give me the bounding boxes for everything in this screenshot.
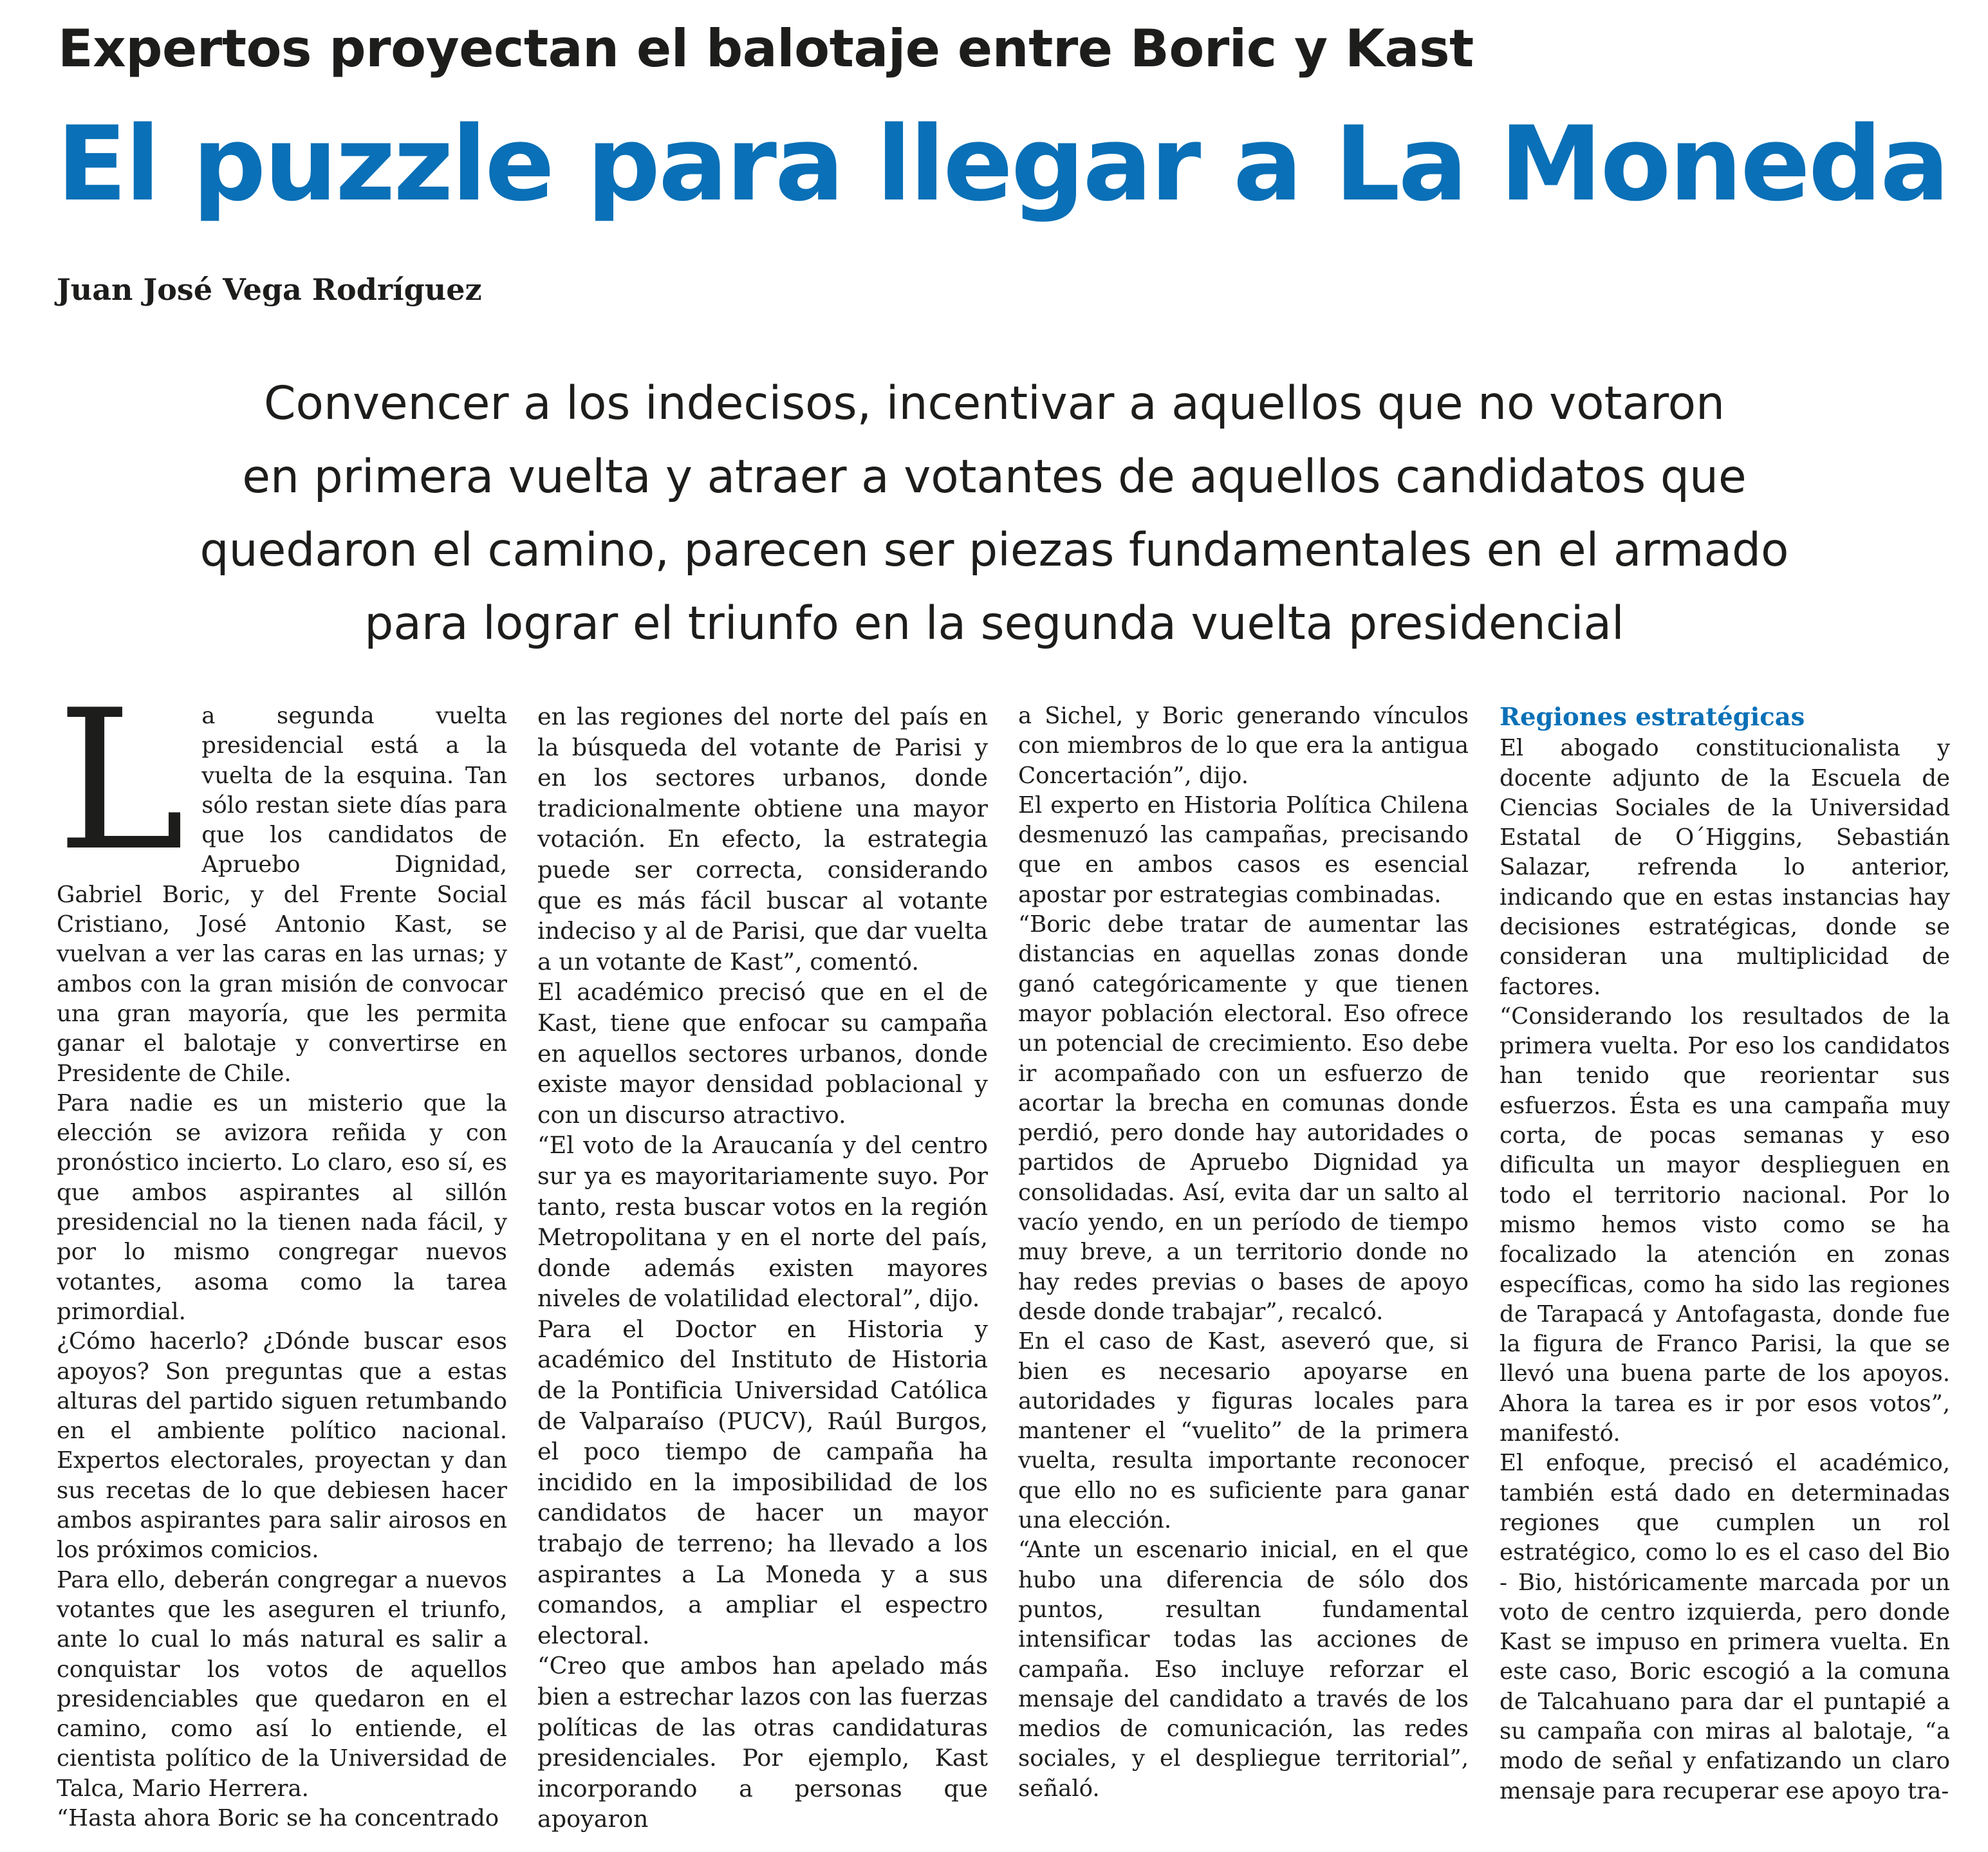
body-paragraph: El enfoque, precisó el académico, también está dado en determinadas regiones que cumplen un rol estratégico, como lo es el caso del Bio - Bio, históricamente marcada por un voto de centro izquierda, pero donde Kast se impuso en primera vuelta. En este caso, Boric escogió a la comuna de Talcahuano para dar el puntapié a su campaña con miras al balotaje, “a modo de señal y enfatizando un claro mensaje para recuperar ese apoyo tra- [1500,1450,1950,1804]
body-paragraph: El experto en Historia Política Chilena desmenuzó las campañas, precisando que en ambos casos es esencial apostar por estrategias combinadas. [1018,792,1469,908]
body-paragraph: En el caso de Kast, aseveró que, si bien es necesario apoyarse en autoridades y figuras locales para mantener el “vuelito” de la primera vuelta, resulta importante reconocer que ello no es suficiente para ganar una elección. [1018,1328,1469,1534]
body-paragraph: “El voto de la Araucanía y del centro sur ya es mayoritariamente suyo. Por tanto, resta buscar votos en la región Metropolitana y en el norte del país, donde además existen mayores niveles de volatilidad electoral”, dijo. [537,1131,988,1313]
lead-line: Convencer a los indecisos, incentivar a aquellos que no votaron [263,376,1725,430]
lead-line: en primera vuelta y atraer a votantes de aquellos candidatos que [242,450,1747,503]
article-headline: El puzzle para llegar a La Moneda [57,104,1948,224]
body-paragraph: “Considerando los resultados de la primera vuelta. Por eso los candidatos han tenido que reorientar sus esfuerzos. Ésta es una campaña muy corta, de pocas semanas y eso dificulta un mayor desplieguen en todo el territorio nacional. Por lo mismo hemos visto como se ha focalizado la atención en zonas específicas, como ha sido las regiones de Tarapacá y Antofagasta, donde fue la figura de Franco Parisi, la que se llevó una buena parte de los apoyos. Ahora la tarea es ir por esos votos”, manifestó. [1500,1003,1950,1447]
body-column-2 [537,701,988,1835]
body-paragraph: El abogado constitucionalista y docente adjunto de la Escuela de Ciencias Sociales de la Universidad Estatal de O´Higgins, Sebastián Salazar, refrenda lo anterior, indicando que en estas instancias hay decisiones estratégicas, donde se consideran una multiplicidad de factores. [1500,735,1950,1000]
body-paragraph: “Creo que ambos han apelado más bien a estrechar lazos con las fuerzas políticas de las otras candidaturas presidenciales. Por ejemplo, Kast incorporando a personas que apoyaron [537,1652,988,1833]
lead-line: quedaron el camino, parecen ser piezas fundamentales en el armado [200,523,1789,577]
article-kicker: Expertos proyectan el balotaje entre Boric y Kast [58,19,1474,79]
body-paragraph: Para el Doctor en Historia y académico del Instituto de Historia de la Pontificia Universidad Católica de Valparaíso (PUCV), Raúl Burgos, el poco tiempo de campaña ha incidido en la imposibilidad de los candidatos de hacer un mayor trabajo de terreno; ha llevado a los aspirantes a La Moneda y a sus comandos, a ampliar el espectro electoral. [537,1315,988,1649]
article-lead [58,367,1931,660]
body-paragraph: “Hasta ahora Boric se ha concentrado [57,1804,499,1831]
body-paragraph: Para ello, deberán congregar a nuevos votantes que les aseguren el triunfo, ante lo cual lo más natural es salir a conquistar los votos de aquellos presidenciables que quedaron en el camino, como así lo entiende, el cientista político de la Universidad de Talca, Mario Herrera. [57,1566,507,1802]
section-subhead: Regiones estratégicas [1500,703,1805,732]
body-paragraph: El académico precisó que en el de Kast, tiene que enfocar su campaña en aquellos sectores urbanos, donde existe mayor densidad poblacional y con un discurso atractivo. [537,978,988,1129]
article-byline: Juan José Vega Rodríguez [57,272,482,307]
body-column-4 [1500,701,1950,1806]
body-paragraph: ¿Cómo hacerlo? ¿Dónde buscar esos apoyos? Son preguntas que a estas alturas del partido siguen retumbando en el ambiente político nacional. Expertos electorales, proyectan y dan sus recetas de lo que debiesen hacer ambos aspirantes para salir airosos en los próximos comicios. [57,1328,507,1564]
body-column-3 [1018,701,1469,1804]
body-paragraph: Para nadie es un misterio que la elección se avizora reñida y con pronóstico incierto. Lo claro, eso sí, es que ambos aspirantes al sillón presidencial no la tienen nada fácil, y por lo mismo congregar nuevos votantes, asoma como la tarea primordial. [57,1089,507,1325]
body-paragraph: a segunda vuelta presidencial está a la vuelta de la esquina. Tan sólo restan siete días para que los candidatos de Apruebo Dignidad, Gabriel Boric, y del Frente Social Cristiano, José Antonio Kast, se vuelvan a ver las caras en las urnas; y ambos con la gran misión de convocar una gran mayoría, que les permita ganar el balotaje y convertirse en Presidente de Chile. [57,703,507,1087]
body-column-1 [57,669,507,1833]
drop-cap: L [57,669,185,893]
body-paragraph: a Sichel, y Boric generando vínculos con miembros de lo que era la antigua Concertación”, dijo. [1018,703,1469,789]
body-paragraph: en las regiones del norte del país en la búsqueda del votante de Parisi y en los sectores urbanos, donde tradicionalmente obtiene una mayor votación. En efecto, la estrategia puede ser correcta, considerando que es más fácil buscar al votante indeciso y al de Parisi, que dar vuelta a un votante de Kast”, comentó. [537,703,988,976]
body-paragraph: “Boric debe tratar de aumentar las distancias en aquellas zonas donde ganó categóricamente y que tienen mayor población electoral. Eso ofrece un potencial de crecimiento. Eso debe ir acompañado con un esfuerzo de acortar la brecha en comunas donde perdió, pero donde hay autoridades o partidos de Apruebo Dignidad ya consolidadas. Así, evita dar un salto al vacío yendo, en un período de tiempo muy breve, a un territorio donde no hay redes previas o bases de apoyo desde donde trabajar”, recalcó. [1018,911,1469,1325]
body-paragraph: “Ante un escenario inicial, en el que hubo una diferencia de sólo dos puntos, resultan fundamental intensificar todas las acciones de campaña. Eso incluye reforzar el mensaje del candidato a través de los medios de comunicación, las redes sociales, y el despliegue territorial”, señaló. [1018,1537,1469,1802]
lead-line: para lograr el triunfo en la segunda vuelta presidencial [364,597,1624,650]
